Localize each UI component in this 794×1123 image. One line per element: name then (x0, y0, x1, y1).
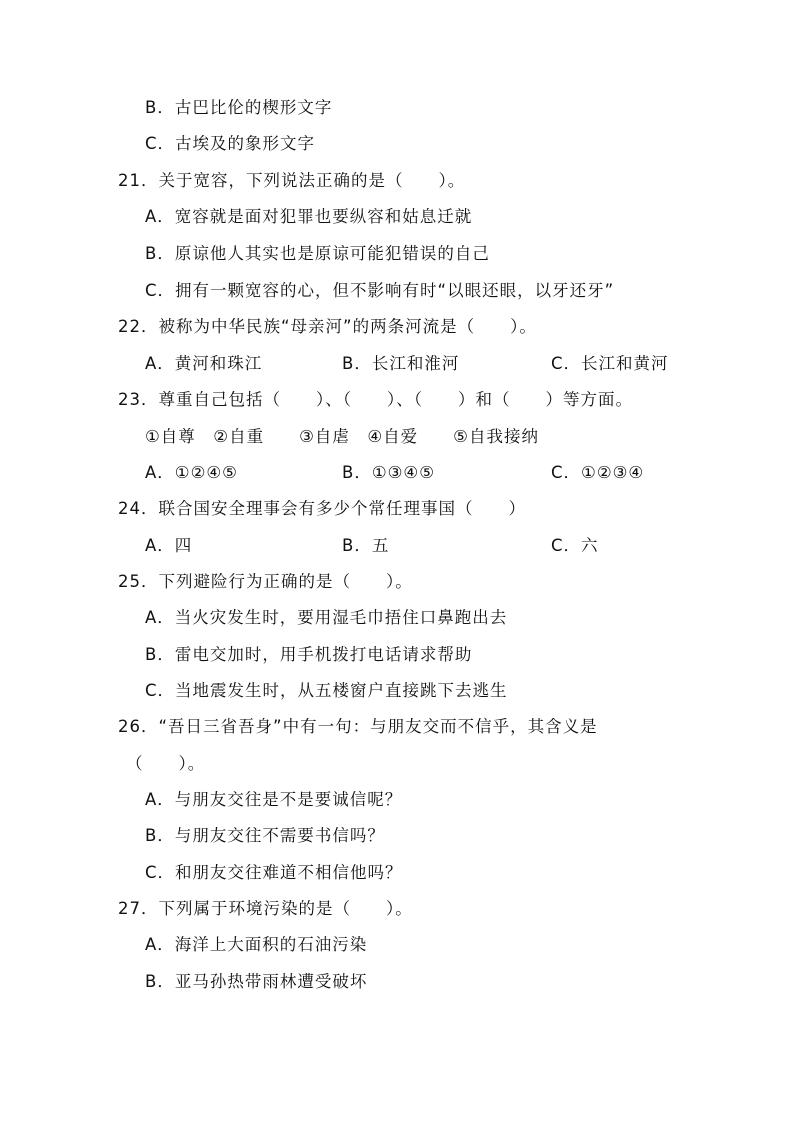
question-21: 21．关于宽容，下列说法正确的是（ ）。 (118, 171, 466, 190)
question-22: 22．被称为中华民族“母亲河”的两条河流是（ ）。 (118, 317, 537, 336)
question-22-option-b: B．长江和淮河 (342, 354, 460, 373)
question-25-option-c: C．当地震发生时，从五楼窗户直接跳下去逃生 (145, 681, 508, 700)
question-23: 23．尊重自己包括（ ）、（ ）、（ ）和（ ）等方面。 (118, 390, 633, 409)
question-24-option-b: B．五 (342, 536, 390, 555)
question-23-statements: ①自尊 ②自重 ③自虐 ④自爱 ⑤自我接纳 (145, 427, 539, 446)
option-b-prev: B．古巴比伦的楔形文字 (145, 98, 333, 117)
question-23-option-c: C．①②③④ (551, 463, 645, 482)
question-21-option-b: B．原谅他人其实也是原谅可能犯错误的自己 (145, 244, 490, 263)
question-26-option-c: C．和朋友交往难道不相信他吗？ (145, 863, 403, 882)
option-c-prev: C．古埃及的象形文字 (145, 134, 316, 153)
question-23-option-a: A．①②④⑤ (145, 463, 238, 482)
question-27-option-b: B．亚马孙热带雨林遭受破坏 (145, 972, 368, 991)
question-21-option-c: C．拥有一颗宽容的心，但不影响有时“以眼还眼，以牙还牙” (145, 281, 615, 300)
question-26-continuation: （ ）。 (126, 754, 206, 773)
question-24-option-c: C．六 (551, 536, 599, 555)
question-26-option-a: A．与朋友交往是不是要诚信呢？ (145, 790, 403, 809)
question-27-option-a: A．海洋上大面积的石油污染 (145, 935, 368, 954)
question-21-option-a: A．宽容就是面对犯罪也要纵容和姑息迁就 (145, 207, 473, 226)
question-23-option-b: B．①③④⑤ (342, 463, 435, 482)
question-24: 24．联合国安全理事会有多少个常任理事国（ ） (118, 499, 526, 518)
question-27: 27．下列属于环境污染的是（ ）。 (118, 899, 413, 918)
question-22-option-a: A．黄河和珠江 (145, 354, 263, 373)
question-22-option-c: C．长江和黄河 (551, 354, 669, 373)
question-24-option-a: A．四 (145, 536, 193, 555)
question-25: 25．下列避险行为正确的是（ ）。 (118, 572, 413, 591)
question-26: 26．“吾日三省吾身”中有一句：与朋友交而不信乎，其含义是 (118, 717, 598, 736)
question-25-option-b: B．雷电交加时，用手机拨打电话请求帮助 (145, 645, 473, 664)
question-26-option-b: B．与朋友交往不需要书信吗？ (145, 826, 385, 845)
question-25-option-a: A．当火灾发生时，要用湿毛巾捂住口鼻跑出去 (145, 608, 508, 627)
